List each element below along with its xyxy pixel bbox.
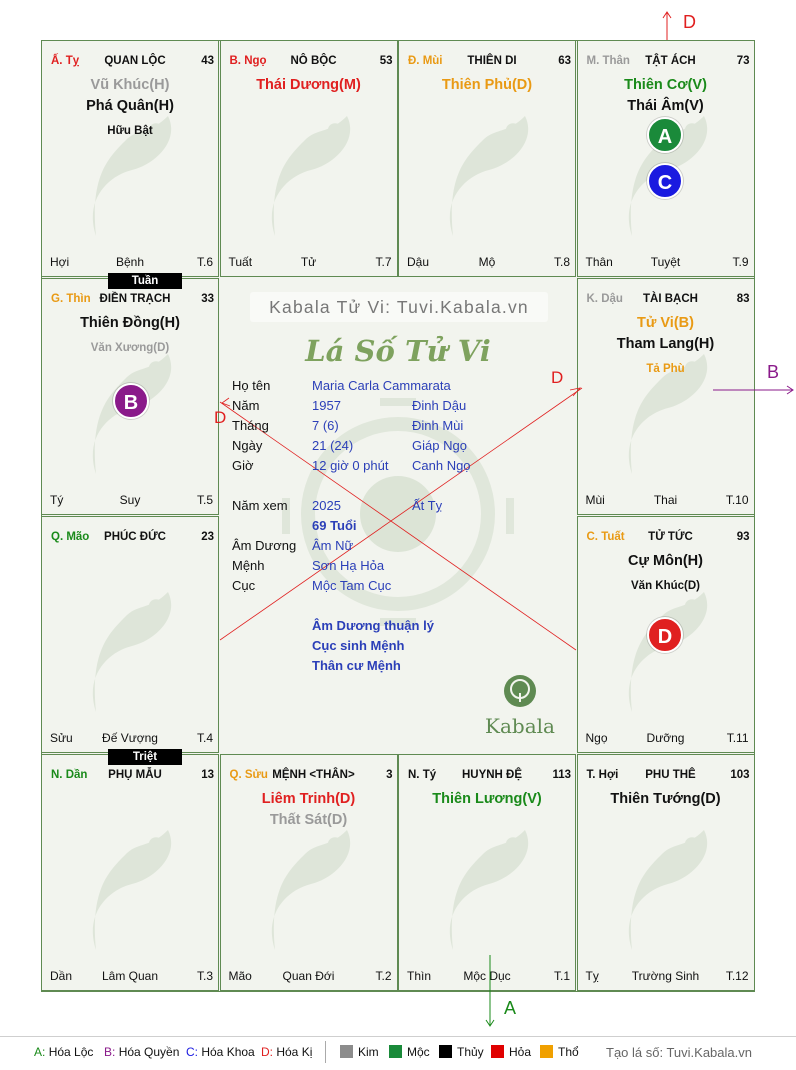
main-star: Thiên Phủ(D) <box>441 77 533 93</box>
branch-label: Dậu <box>407 255 430 269</box>
palace-stem: T. Hợi <box>586 769 619 781</box>
main-star: Thiên Đồng(H) <box>80 315 180 331</box>
branch-label: Tý <box>50 493 64 507</box>
palace-age: 93 <box>736 531 750 543</box>
info-label: Mệnh <box>232 558 265 573</box>
arrow-top-head <box>663 12 671 18</box>
palace-name: NÔ BỘC <box>290 55 337 67</box>
palace-stem: Ấ. Tỵ <box>51 55 80 67</box>
life-stage: Quan Đới <box>282 969 335 983</box>
palace-footer <box>578 493 754 509</box>
legend-text: Hỏa <box>509 1045 532 1059</box>
legend-text: Kim <box>358 1045 379 1059</box>
life-stage: Suy <box>119 493 141 507</box>
main-star: Thiên Lương(V) <box>432 791 542 807</box>
palace-stars <box>578 789 754 810</box>
main-star: Thiên Tướng(D) <box>610 791 721 807</box>
tree-logo-icon <box>502 673 538 709</box>
info-can-chi: Đinh Dậu <box>412 398 467 413</box>
palace-age: 53 <box>379 55 393 67</box>
palace-stars <box>578 551 754 595</box>
cycle-number: T.12 <box>725 969 749 983</box>
legend-hoa <box>491 1045 531 1059</box>
main-star: Liêm Trinh(D) <box>261 791 356 807</box>
palace-age: 63 <box>558 55 571 67</box>
thuy-swatch <box>439 1045 452 1058</box>
palace-footer <box>42 731 218 747</box>
info-value: Maria Carla Cammarata <box>312 378 451 393</box>
palace-stars <box>399 789 575 810</box>
legend-text: Hóa Khoa <box>201 1045 255 1059</box>
info-label: Họ tên <box>232 378 271 393</box>
tuan-tag: Tuần <box>108 273 182 289</box>
life-stage: Lâm Quan <box>101 969 159 983</box>
palace-stem: G. Thìn <box>51 293 91 305</box>
palace-stem: M. Thân <box>586 55 630 67</box>
main-star: Thái Âm(V) <box>627 98 704 114</box>
life-stage: Dưỡng <box>646 731 685 745</box>
palace-dan[interactable] <box>41 754 219 991</box>
palace-stem: Q. Sửu <box>229 769 268 781</box>
hoa-quyen-badge-b: B <box>113 383 149 419</box>
palace-stars <box>399 75 575 96</box>
branch-label: Hợi <box>50 255 70 269</box>
kim-swatch <box>340 1045 353 1058</box>
legend-thuy <box>439 1045 484 1059</box>
palace-stars <box>578 313 754 378</box>
legend-divider <box>325 1041 326 1063</box>
site-banner: Kabala Tử Vi: Tuvi.Kabala.vn <box>250 292 548 322</box>
info-label: Âm Dương <box>232 538 297 553</box>
palace-suu[interactable] <box>220 754 398 991</box>
palace-stem: Đ. Mùi <box>408 55 443 67</box>
tho-swatch <box>540 1045 553 1058</box>
legend-hoa-quyen <box>104 1045 179 1059</box>
minor-star: Văn Xương(D) <box>90 342 170 354</box>
legend-bar <box>0 1036 796 1066</box>
hoa-swatch <box>491 1045 504 1058</box>
info-label: Cục <box>232 578 256 593</box>
info-value: Sơn Hạ Hỏa <box>312 558 385 573</box>
palace-mao[interactable] <box>41 516 219 753</box>
cycle-number: T.2 <box>375 969 392 983</box>
zodiac-watermark-icon <box>72 815 192 965</box>
life-stage: Đế Vượng <box>102 731 158 745</box>
moc-swatch <box>389 1045 402 1058</box>
palace-name: MỆNH <THÂN> <box>272 769 355 781</box>
zodiac-watermark-icon <box>251 101 371 251</box>
arrow-bottom-label: A <box>504 998 517 1018</box>
birth-info <box>220 378 576 678</box>
palace-age: 3 <box>386 769 393 781</box>
main-star: Thất Sát(D) <box>269 812 348 828</box>
palace-stem: N. Dần <box>51 769 88 781</box>
palace-age: 83 <box>736 293 750 305</box>
minor-star: Văn Khúc(D) <box>631 580 700 592</box>
legend-text: Thủy <box>457 1045 484 1059</box>
zodiac-watermark-icon <box>608 815 728 965</box>
info-can-chi: Ất Tỵ <box>412 498 443 513</box>
info-value: Mộc Tam Cục <box>312 578 392 593</box>
info-label: Năm xem <box>232 498 288 513</box>
palace-footer <box>399 969 575 985</box>
arrow-top-label: D <box>683 12 696 32</box>
info-label: Tháng <box>232 418 269 433</box>
legend-text: Thổ <box>558 1045 579 1059</box>
info-can-chi: Giáp Ngọ <box>412 438 467 453</box>
diagonal-label-1: D <box>214 408 227 427</box>
arrow-bottom-head <box>486 1020 494 1026</box>
legend-hoa-ki <box>261 1045 312 1059</box>
palace-footer <box>42 493 218 509</box>
palace-name: TÀI BẠCH <box>643 293 698 305</box>
chart-title: Lá Số Tử Vi <box>305 334 491 368</box>
branch-label: Ngọ <box>585 731 608 745</box>
triet-tag: Triệt <box>108 749 182 765</box>
info-value: 21 (24) <box>312 438 354 453</box>
palace-stem: N. Tý <box>408 769 437 781</box>
arrow-right-head <box>787 386 793 394</box>
cycle-number: T.8 <box>553 255 570 269</box>
logo-text: Kabala <box>485 714 555 738</box>
palace-stars <box>42 75 218 140</box>
branch-label: Mão <box>228 969 252 983</box>
branch-label: Sửu <box>50 731 73 745</box>
info-can-chi: Canh Ngọ <box>412 458 471 473</box>
hoa-loc-badge-a: A <box>647 117 683 153</box>
main-star: Tham Lang(H) <box>616 336 715 352</box>
palace-stem: K. Dậu <box>586 293 623 305</box>
palace-mui[interactable] <box>398 40 576 277</box>
palace-footer <box>578 255 754 271</box>
branch-label: Tuất <box>228 255 253 269</box>
info-label: Năm <box>232 398 260 413</box>
cycle-number: T.3 <box>196 969 213 983</box>
life-stage: Mộc Dục <box>463 969 511 983</box>
palace-age: 33 <box>201 293 214 305</box>
palace-name: PHU THÊ <box>645 769 696 781</box>
cycle-number: T.1 <box>553 969 570 983</box>
palace-footer <box>42 255 218 271</box>
diagonal-label-2: D <box>551 368 564 387</box>
main-star: Cự Môn(H) <box>628 553 703 569</box>
life-stage: Trường Sinh <box>631 969 700 983</box>
arrow-right-label: B <box>767 362 780 382</box>
minor-star: Hữu Bật <box>107 125 153 137</box>
palace-ty_upper[interactable] <box>41 40 219 277</box>
info-value: 2025 <box>312 498 341 513</box>
center-panel <box>214 278 576 754</box>
kabala-logo <box>482 673 558 738</box>
palace-age: 43 <box>201 55 214 67</box>
palace-stem: B. Ngọ <box>229 55 267 67</box>
palace-ngo[interactable] <box>220 40 398 277</box>
palace-age: 13 <box>201 769 214 781</box>
palace-footer <box>578 969 754 985</box>
palace-age: 103 <box>730 769 750 781</box>
palace-than[interactable] <box>577 40 755 277</box>
info-value: Âm Nữ <box>312 538 354 553</box>
legend-key: C: <box>186 1045 198 1059</box>
palace-age: 23 <box>201 531 214 543</box>
legend-text: Hóa Quyền <box>118 1045 180 1059</box>
cycle-number: T.4 <box>196 731 213 745</box>
zodiac-watermark-icon <box>429 815 549 965</box>
legend-key: D: <box>261 1045 273 1059</box>
palace-stars <box>221 75 397 96</box>
hoa-ki-badge-d: D <box>647 617 683 653</box>
cycle-number: T.10 <box>725 493 749 507</box>
main-star: Vũ Khúc(H) <box>90 77 170 93</box>
palace-stars <box>221 789 397 831</box>
palace-footer <box>221 969 397 985</box>
palace-footer <box>42 969 218 985</box>
branch-label: Mùi <box>585 493 605 507</box>
life-stage: Thai <box>653 493 678 507</box>
cycle-number: T.11 <box>726 731 749 745</box>
info-value: 7 (6) <box>312 418 339 433</box>
info-value: Âm Dương thuận lý <box>312 618 434 633</box>
legend-text: Mộc <box>407 1045 430 1059</box>
palace-name: PHÚC ĐỨC <box>104 531 166 543</box>
life-stage: Mộ <box>478 255 496 269</box>
palace-age: 73 <box>736 55 750 67</box>
info-value: 1957 <box>312 398 341 413</box>
legend-hoa-loc <box>34 1045 93 1059</box>
palace-name: TỬ TỨC <box>648 531 693 543</box>
main-star: Thiên Cơ(V) <box>624 77 707 93</box>
info-label: Ngày <box>232 438 263 453</box>
palace-footer <box>221 255 397 271</box>
footer-link[interactable]: Tạo lá số: Tuvi.Kabala.vn <box>606 1045 752 1060</box>
palace-dau[interactable] <box>577 278 755 515</box>
info-can-chi: Đinh Mùi <box>412 418 464 433</box>
cycle-number: T.7 <box>375 255 392 269</box>
legend-text: Hóa Lộc <box>48 1045 94 1059</box>
info-label: Giờ <box>232 458 254 473</box>
hoa-khoa-badge-c: C <box>647 163 683 199</box>
main-star: Phá Quân(H) <box>86 98 174 114</box>
cycle-number: T.5 <box>196 493 213 507</box>
palace-name: TẬT ÁCH <box>645 55 696 67</box>
palace-ty_lower[interactable] <box>398 754 576 991</box>
info-value: Cục sinh Mệnh <box>312 638 405 653</box>
palace-stars <box>578 75 754 117</box>
palace-stem: C. Tuất <box>586 531 625 543</box>
zodiac-watermark-icon <box>72 577 192 727</box>
tuvi-chart <box>41 40 755 992</box>
palace-stem: Q. Mão <box>51 531 90 543</box>
zodiac-watermark-icon <box>251 815 371 965</box>
branch-label: Tỵ <box>585 969 599 983</box>
palace-stars <box>42 313 218 357</box>
legend-key: A: <box>34 1045 46 1059</box>
life-stage: Bệnh <box>115 255 145 269</box>
branch-label: Thân <box>585 255 613 269</box>
palace-name: THIÊN DI <box>467 55 517 67</box>
info-value: 69 Tuổi <box>312 518 357 533</box>
palace-name: PHỤ MẪU <box>108 769 162 781</box>
palace-footer <box>399 255 575 271</box>
cycle-number: T.6 <box>196 255 213 269</box>
zodiac-watermark-icon <box>429 101 549 251</box>
palace-footer <box>578 731 754 747</box>
branch-label: Thìn <box>407 969 432 983</box>
branch-label: Dần <box>50 969 73 983</box>
info-value: Thân cư Mệnh <box>312 658 401 673</box>
life-stage: Tuyệt <box>650 255 681 269</box>
legend-moc <box>389 1045 430 1059</box>
minor-star: Tả Phù <box>646 363 685 375</box>
life-stage: Tử <box>300 255 317 269</box>
legend-key: B: <box>104 1045 116 1059</box>
info-value: 12 giờ 0 phút <box>312 458 389 473</box>
legend-text: Hóa Kị <box>276 1045 313 1059</box>
legend-hoa-khoa <box>186 1045 255 1059</box>
main-star: Tử Vi(B) <box>637 315 694 331</box>
palace-name: HUYNH ĐỆ <box>461 769 523 781</box>
palace-name: ĐIỀN TRẠCH <box>99 293 171 305</box>
palace-name: QUAN LỘC <box>104 55 166 67</box>
main-star: Thái Dương(M) <box>256 77 361 93</box>
cycle-number: T.9 <box>732 255 749 269</box>
palace-hoi[interactable] <box>577 754 755 991</box>
legend-tho <box>540 1045 579 1059</box>
palace-age: 113 <box>552 769 571 781</box>
legend-kim <box>340 1045 379 1059</box>
